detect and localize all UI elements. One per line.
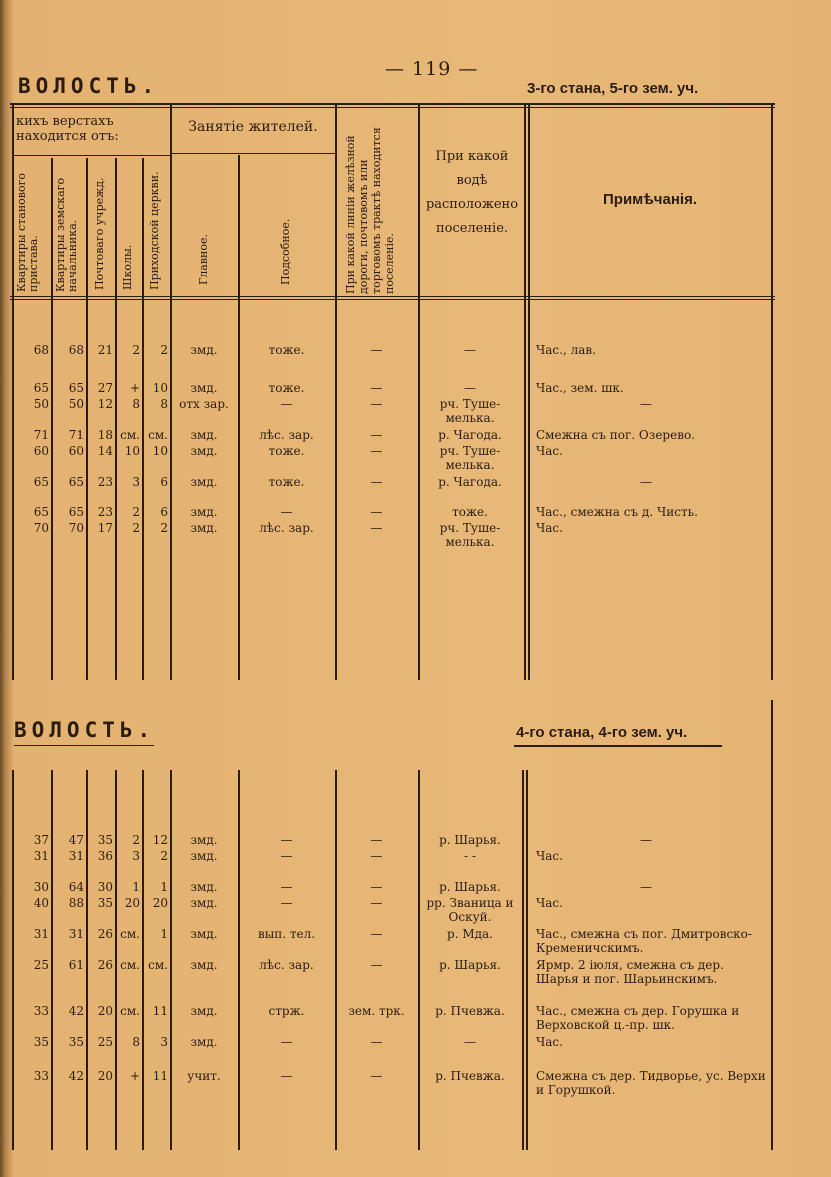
table2-row-4-col-c: 35 (97, 896, 113, 910)
table1-row-6-col-f: змд. (190, 475, 218, 489)
table2-row-9-col-h: — (370, 1069, 383, 1083)
table2-row-4-col-b: 88 (68, 896, 84, 910)
table2-row-4-col-a: 40 (33, 896, 49, 910)
table2-row-9-col-j: Смежна съ дер. Тидворье, ус. Верхи и Горушкой. (536, 1069, 766, 1097)
table1-row-6-col-c: 23 (97, 475, 113, 489)
col-line (524, 105, 526, 680)
page-number: — 119 — (385, 58, 479, 80)
section1-title: ВОЛОСТЬ. (18, 74, 160, 98)
table2-row-6-col-i: р. Шарья. (439, 958, 501, 972)
table2-row-7-col-h: зем. трк. (348, 1004, 405, 1018)
header-distance-group: кихъ верстахъ находится отъ: (16, 114, 119, 144)
table1-row-5-col-j: Час. (536, 444, 563, 458)
table2-row-9-col-i: р. Пчевжа. (435, 1069, 505, 1083)
table2-row-6-col-f: змд. (190, 958, 218, 972)
table2-row-4-col-i: рр. Званица и Оскуй. (426, 896, 514, 924)
table1-row-2-col-h: — (370, 381, 383, 395)
table1-row-1-col-j: Час., лав. (536, 343, 596, 357)
table1-row-2-col-c: 27 (97, 381, 113, 395)
table1-row-4-col-j: Смежна съ пог. Озерево. (536, 428, 695, 442)
table2-row-2-col-a: 31 (33, 849, 49, 863)
table1-row-7-col-b: 65 (68, 505, 84, 519)
table2-row-2-col-b: 31 (68, 849, 84, 863)
table1-row-3-col-i: рч. Туше-мелька. (439, 397, 501, 425)
table1-row-4-col-d: см. (120, 428, 140, 442)
table1-row-3-col-d: 8 (132, 397, 140, 411)
table2-row-7-col-j: Час., смежна съ дер. Горушка и Верховской ц.-пр. шк. (536, 1004, 740, 1032)
table1-row-1-col-f: змд. (190, 343, 218, 357)
table2-row-6-col-h: — (370, 958, 383, 972)
header-post: Почтоваго учрежд. (93, 177, 106, 290)
table2-row-6-col-g: лѣс. зар. (259, 958, 314, 972)
table2-row-2-col-g: — (280, 849, 293, 863)
col-line (526, 770, 528, 1150)
table1-row-7-col-i: тоже. (452, 505, 488, 519)
table1-row-8-col-a: 70 (33, 521, 49, 535)
table2-row-8-col-a: 35 (33, 1035, 49, 1049)
table1-row-7-col-d: 2 (132, 505, 140, 519)
table2-row-9-col-f: учит. (187, 1069, 221, 1083)
table1-row-6-col-h: — (370, 475, 383, 489)
table1-row-5-col-b: 60 (68, 444, 84, 458)
table1-row-3-col-c: 12 (97, 397, 113, 411)
table1-row-5-col-a: 60 (33, 444, 49, 458)
header-school: Школы. (121, 244, 134, 290)
table2-row-9-col-e: 11 (152, 1069, 168, 1083)
table2-row-2-col-h: — (370, 849, 383, 863)
table2-row-6-col-c: 26 (97, 958, 113, 972)
table1-row-7-col-e: 6 (160, 505, 168, 519)
table2-row-1-col-f: змд. (190, 833, 218, 847)
table2-row-2-col-f: змд. (190, 849, 218, 863)
table2-row-8-col-d: 8 (132, 1035, 140, 1049)
table1-row-6-col-g: тоже. (268, 475, 305, 489)
table1-row-6-col-d: 3 (132, 475, 140, 489)
table2-row-4-col-g: — (280, 896, 293, 910)
section2-stan: 4-го стана, 4-го зем. уч. (516, 724, 688, 741)
table1-row-2-col-f: змд. (190, 381, 218, 395)
table1-row-7-col-h: — (370, 505, 383, 519)
table2-row-3-col-d: 1 (132, 880, 140, 894)
table2-row-5-col-i: р. Мда. (447, 927, 493, 941)
table1-row-2-col-e: 10 (152, 381, 168, 395)
table2-row-1-col-i: р. Шарья. (439, 833, 501, 847)
table1-row-1-col-i: — (464, 343, 476, 357)
table2-row-9-col-c: 20 (97, 1069, 113, 1083)
table1-row-3-col-f: отх зар. (179, 397, 229, 411)
table2-row-6-col-j: Ярмр. 2 іюля, смежна съ дер. Шарья и пог. Шарьинскимъ. (536, 958, 724, 986)
table1-row-5-col-g: тоже. (268, 444, 305, 458)
table1-row-5-col-h: — (370, 444, 383, 458)
table2-row-7-col-i: р. Пчевжа. (435, 1004, 505, 1018)
table2-row-9-col-b: 42 (68, 1069, 84, 1083)
table1-row-4-col-e: см. (148, 428, 168, 442)
table1-row-3-col-b: 50 (68, 397, 84, 411)
table1-row-5-col-c: 14 (97, 444, 113, 458)
table2-row-8-col-g: — (280, 1035, 293, 1049)
table2-row-5-col-c: 26 (97, 927, 113, 941)
table2-row-7-col-b: 42 (68, 1004, 84, 1018)
header-railway: При какой линіи желѣзной дороги, почтовомъ или торговомъ трактѣ находится поселеніе. (344, 127, 396, 294)
table2-row-8-col-f: змд. (190, 1035, 218, 1049)
header-secondary: Подсобное. (279, 218, 292, 285)
col-line (771, 105, 773, 680)
table2-row-3-col-h: — (370, 880, 383, 894)
table1-row-4-col-a: 71 (33, 428, 49, 442)
section1-stan: 3-го стана, 5-го зем. уч. (527, 80, 699, 97)
table1-row-4-col-f: змд. (190, 428, 218, 442)
header-bottom-rule2 (10, 299, 775, 300)
col-line (51, 158, 53, 680)
table2-row-8-col-h: — (370, 1035, 383, 1049)
table2-row-1-col-a: 37 (33, 833, 49, 847)
col-line (528, 105, 530, 680)
table1-row-3-col-a: 50 (33, 397, 49, 411)
table1-row-4-col-b: 71 (68, 428, 84, 442)
table1-row-8-col-i: рч. Туше-мелька. (439, 521, 501, 549)
table1-row-8-col-j: Час. (536, 521, 563, 535)
table1-row-4-col-h: — (370, 428, 383, 442)
table2-row-2-col-d: 3 (132, 849, 140, 863)
table1-row-8-col-c: 17 (97, 521, 113, 535)
col-line (86, 158, 88, 680)
table1-row-8-col-d: 2 (132, 521, 140, 535)
col-line (238, 155, 240, 680)
header-church: Приходской церкви. (148, 171, 161, 290)
table1-row-4-col-i: р. Чагода. (438, 428, 502, 442)
col-line (771, 700, 773, 1150)
table1-row-7-col-f: змд. (190, 505, 218, 519)
table2-row-3-col-b: 64 (68, 880, 84, 894)
table2-row-6-col-a: 25 (33, 958, 49, 972)
table1-row-6-col-b: 65 (68, 475, 84, 489)
table2-row-1-col-c: 35 (97, 833, 113, 847)
table1-row-5-col-f: змд. (190, 444, 218, 458)
col-line (142, 158, 144, 680)
table1-row-2-col-d: + (129, 381, 140, 395)
table1-row-2-col-g: тоже. (268, 381, 305, 395)
table1-row-6-col-j: — (640, 475, 652, 489)
table2-row-1-col-b: 47 (68, 833, 84, 847)
table2-row-5-col-j: Час., смежна съ пог. Дмитровско-Кременичскимъ. (536, 927, 752, 955)
table1-row-1-col-g: тоже. (268, 343, 305, 357)
table1-row-7-col-g: — (280, 505, 293, 519)
table1-row-2-col-j: Час., зем. шк. (536, 381, 624, 395)
table2-row-8-col-c: 25 (97, 1035, 113, 1049)
table2-row-7-col-g: стрж. (268, 1004, 305, 1018)
table2-row-5-col-f: змд. (190, 927, 218, 941)
table2-row-7-col-d: см. (120, 1004, 140, 1018)
table1-row-7-col-a: 65 (33, 505, 49, 519)
table1-row-7-col-c: 23 (97, 505, 113, 519)
section2-stan-underline (514, 745, 722, 747)
distance-subrule (12, 155, 170, 156)
table2-row-4-col-h: — (370, 896, 383, 910)
table2-row-7-col-a: 33 (33, 1004, 49, 1018)
table1-row-4-col-g: лѣс. зар. (259, 428, 314, 442)
table2-row-4-col-f: змд. (190, 896, 218, 910)
table1-row-8-col-f: змд. (190, 521, 218, 535)
header-stanovoy: Квартиры станового пристава. (15, 173, 40, 292)
table1-row-6-col-i: р. Чагода. (438, 475, 502, 489)
table2-row-9-col-d: + (129, 1069, 140, 1083)
table2-row-3-col-f: змд. (190, 880, 218, 894)
table1-row-1-col-d: 2 (132, 343, 140, 357)
table1-row-1-col-a: 68 (33, 343, 49, 357)
section2-title: ВОЛОСТЬ. (14, 718, 156, 742)
table2-row-5-col-h: — (370, 927, 383, 941)
header-water: При какой водѣ расположено поселеніе. (425, 149, 519, 236)
table1-row-2-col-a: 65 (33, 381, 49, 395)
table2-row-9-col-g: — (280, 1069, 293, 1083)
table2-row-5-col-a: 31 (33, 927, 49, 941)
table2-row-3-col-e: 1 (160, 880, 168, 894)
table2-row-4-col-e: 20 (152, 896, 168, 910)
table1-row-2-col-i: — (464, 381, 476, 395)
table1-row-1-col-c: 21 (97, 343, 113, 357)
col-line (522, 770, 524, 1150)
table1-row-2-col-b: 65 (68, 381, 84, 395)
table2-row-5-col-e: 1 (160, 927, 168, 941)
table2-row-1-col-j: — (640, 833, 652, 847)
table2-row-6-col-b: 61 (68, 958, 84, 972)
table1-row-5-col-i: рч. Туше-мелька. (439, 444, 501, 472)
table1-row-8-col-e: 2 (160, 521, 168, 535)
table2-row-8-col-i: — (464, 1035, 476, 1049)
table2-row-3-col-a: 30 (33, 880, 49, 894)
table2-row-2-col-j: Час. (536, 849, 563, 863)
table2-row-8-col-b: 35 (68, 1035, 84, 1049)
col-line (115, 158, 117, 680)
header-main: Главное. (197, 234, 210, 285)
table2-row-2-col-e: 2 (160, 849, 168, 863)
table1-row-5-col-d: 10 (124, 444, 140, 458)
table2-row-6-col-d: см. (120, 958, 140, 972)
table2-row-2-col-c: 36 (97, 849, 113, 863)
table1-row-1-col-b: 68 (68, 343, 84, 357)
table1-row-1-col-h: — (370, 343, 383, 357)
table1-row-8-col-g: лѣс. зар. (259, 521, 314, 535)
table2-row-8-col-e: 3 (160, 1035, 168, 1049)
table2-row-1-col-d: 2 (132, 833, 140, 847)
table1-row-1-col-e: 2 (160, 343, 168, 357)
table2-row-5-col-b: 31 (68, 927, 84, 941)
table1-row-3-col-h: — (370, 397, 383, 411)
table2-row-8-col-j: Час. (536, 1035, 563, 1049)
table1-row-8-col-h: — (370, 521, 383, 535)
table2-row-5-col-d: см. (120, 927, 140, 941)
table2-row-4-col-j: Час. (536, 896, 563, 910)
table1-row-7-col-j: Час., смежна съ д. Чисть. (536, 505, 698, 519)
table2-row-4-col-d: 20 (124, 896, 140, 910)
table2-row-7-col-e: 11 (152, 1004, 168, 1018)
header-occupation: Занятіе жителей. (188, 119, 318, 135)
table2-row-1-col-e: 12 (152, 833, 168, 847)
table1-row-6-col-e: 6 (160, 475, 168, 489)
table1-row-8-col-b: 70 (68, 521, 84, 535)
header-notes: Примѣчанія. (603, 191, 697, 208)
table2-row-7-col-f: змд. (190, 1004, 218, 1018)
table2-row-3-col-j: — (640, 880, 652, 894)
table2-row-3-col-g: — (280, 880, 293, 894)
section2-title-underline (14, 745, 154, 746)
table1-row-3-col-j: — (640, 397, 652, 411)
table2-row-7-col-c: 20 (97, 1004, 113, 1018)
header-zemsky: Квартиры земскаго начальника. (54, 177, 79, 292)
table1-row-3-col-g: — (280, 397, 293, 411)
table2-row-2-col-i: - - (464, 849, 476, 863)
table2-row-1-col-g: — (280, 833, 293, 847)
table2-row-3-col-i: р. Шарья. (439, 880, 501, 894)
table2-row-3-col-c: 30 (97, 880, 113, 894)
header-bottom-rule (10, 296, 775, 297)
table1-row-4-col-c: 18 (97, 428, 113, 442)
table2-row-5-col-g: вып. тел. (257, 927, 316, 941)
occupation-subrule (170, 153, 336, 154)
table2-row-9-col-a: 33 (33, 1069, 49, 1083)
table2-row-6-col-e: см. (148, 958, 168, 972)
table1-row-6-col-a: 65 (33, 475, 49, 489)
table2-row-1-col-h: — (370, 833, 383, 847)
table1-row-5-col-e: 10 (152, 444, 168, 458)
table1-row-3-col-e: 8 (160, 397, 168, 411)
